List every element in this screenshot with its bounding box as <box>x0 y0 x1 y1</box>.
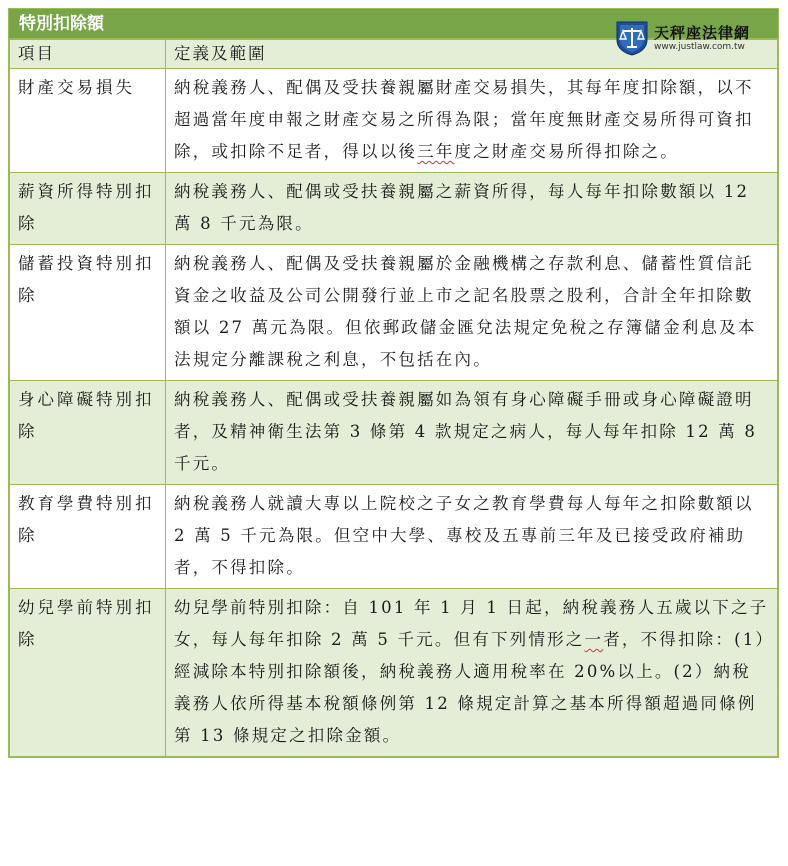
row-definition: 納稅義務人、配偶及受扶養親屬於金融機構之存款利息、儲蓄性質信託資金之收益及公司公開發行並上市之記名股票之股利，合計全年扣除數額以 27 萬元為限。但依郵政儲金匯兌法規定免稅之存簿儲金利息及本法規定分離課稅之利息，不包括在內。 <box>166 245 778 381</box>
table-row <box>10 245 778 381</box>
row-definition: 納稅義務人、配偶或受扶養親屬之薪資所得，每人每年扣除數額以 12 萬 8 千元為限。 <box>166 173 778 245</box>
spellcheck-underline: 一 <box>584 630 604 649</box>
row-item-label: 幼兒學前特別扣除 <box>10 589 166 757</box>
table-row <box>10 381 778 485</box>
row-definition: 納稅義務人、配偶或受扶養親屬如為領有身心障礙手冊或身心障礙證明者，及精神衛生法第 3 條第 4 款規定之病人，每人每年扣除 12 萬 8 千元。 <box>166 381 778 485</box>
deduction-table-container <box>8 8 779 758</box>
table-row <box>10 69 778 173</box>
row-item-label: 財產交易損失 <box>10 69 166 173</box>
table-row <box>10 173 778 245</box>
header-item: 項目 <box>10 40 166 69</box>
logo-name: 天秤座法律網 <box>654 24 751 42</box>
deduction-table <box>9 39 778 757</box>
row-definition: 納稅義務人就讀大專以上院校之子女之教育學費每人每年之扣除數額以 2 萬 5 千元為限。但空中大學、專校及五專前三年及已接受政府補助者，不得扣除。 <box>166 485 778 589</box>
logo <box>614 20 764 58</box>
row-item-label: 身心障礙特別扣除 <box>10 381 166 485</box>
scales-logo-icon <box>614 20 650 56</box>
table-row <box>10 589 778 757</box>
row-definition: 幼兒學前特別扣除：自 101 年 1 月 1 日起，納稅義務人五歲以下之子女，每人每年扣除 2 萬 5 千元。但有下列情形之一者，不得扣除：(1）經減除本特別扣除額後，納稅義務人適用稅率在 20%以上。(2）納稅義務人依所得基本稅額條例第 12 條規定計算之基本所得額超過同條例第 13 條規定之扣除金額。 <box>166 589 778 757</box>
row-item-label: 教育學費特別扣除 <box>10 485 166 589</box>
row-item-label: 儲蓄投資特別扣除 <box>10 245 166 381</box>
row-definition: 納稅義務人、配偶及受扶養親屬財產交易損失，其每年度扣除額，以不超過當年度申報之財產交易之所得為限；當年度無財產交易所得可資扣除，或扣除不足者，得以以後三年度之財產交易所得扣除之。 <box>166 69 778 173</box>
table-row <box>10 485 778 589</box>
logo-url: www.justlaw.com.tw <box>654 42 745 52</box>
row-item-label: 薪資所得特別扣除 <box>10 173 166 245</box>
spellcheck-underline: 三年 <box>417 142 455 161</box>
header-definition: 定義及範圍 <box>166 40 778 69</box>
table-title: 特別扣除額 <box>19 14 104 34</box>
